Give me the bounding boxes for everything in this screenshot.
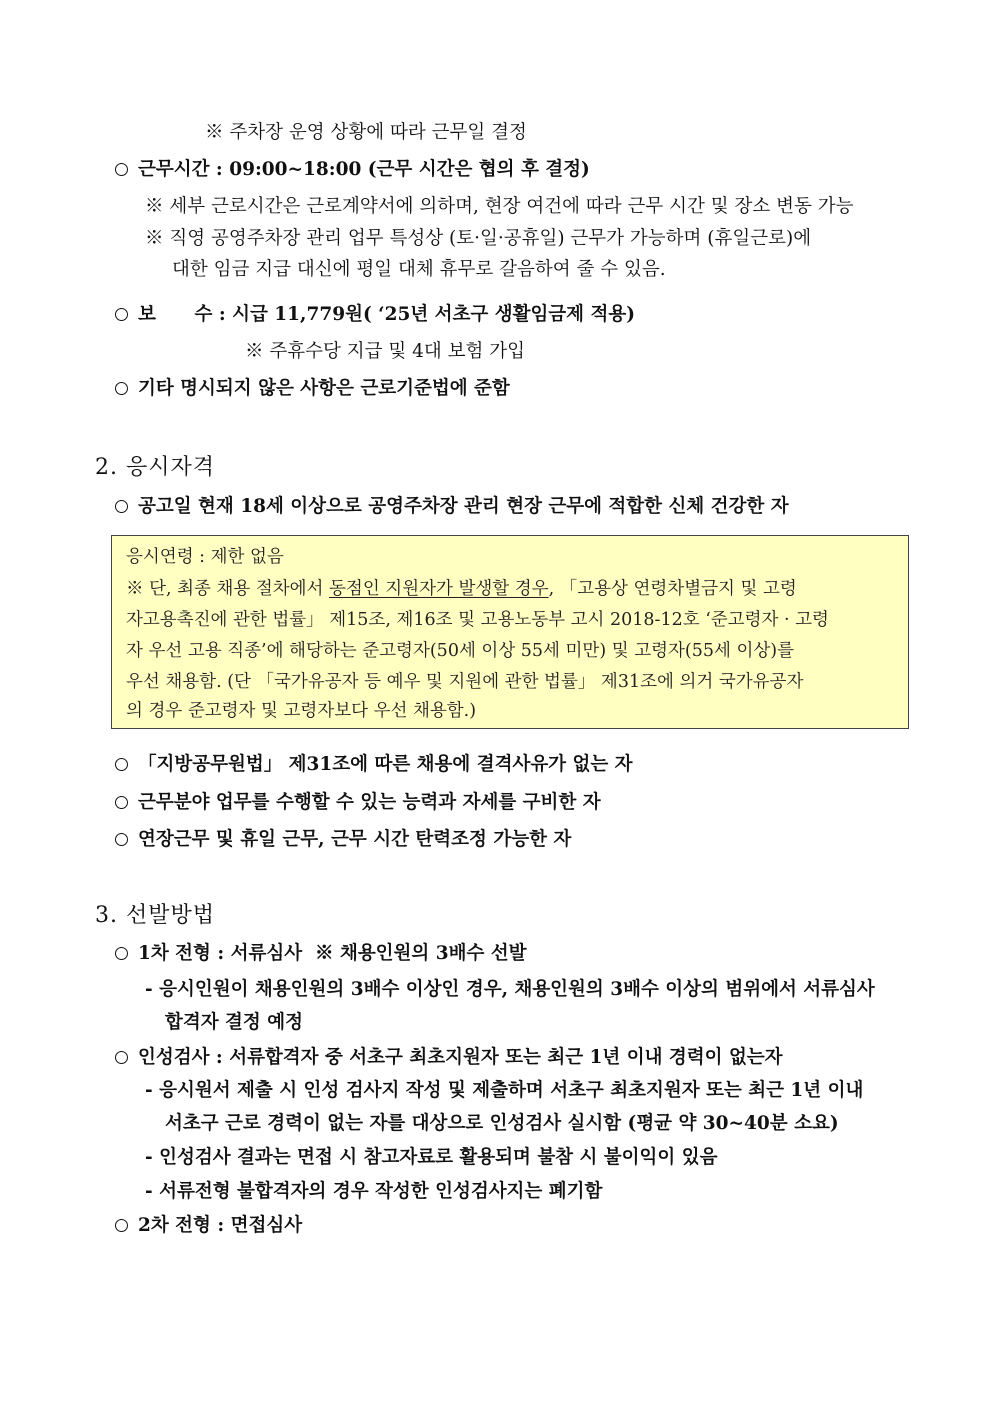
work-hours-note-1: ※ 세부 근로시간은 근로계약서에 의하며, 현장 여건에 따라 근무 시간 및 장소 변동 가능 — [145, 196, 854, 217]
qualification-item-1-text: 공고일 현재 18세 이상으로 공영주차장 관리 현장 근무에 적합한 신체 건강한 자 — [138, 496, 789, 517]
work-other-item — [115, 376, 510, 402]
qualification-item-2-text: 「지방공무원법」 제31조에 따른 채용에 결격사유가 없는 자 — [138, 754, 633, 775]
selection-stage-1-detail: - 응시인원이 채용인원의 3배수 이상인 경우, 채용인원의 3배수 이상의 범위에서 서류심사 — [145, 979, 875, 1000]
bullet-circle-icon — [115, 947, 128, 960]
personality-test-detail-1: - 응시원서 제출 시 인성 검사지 작성 및 제출하며 서초구 최초지원자 또는 최근 1년 이내 — [145, 1080, 864, 1101]
selection-stage-1-detail-b: 합격자 결정 예정 — [165, 1012, 303, 1033]
age-notice-line-1: 응시연령 : 제한 없음 — [126, 547, 284, 567]
personality-test-detail-1b: 서초구 근로 경력이 없는 자를 대상으로 인성검사 실시함 (평균 약 30~40분 소요) — [165, 1113, 839, 1134]
bullet-circle-icon — [115, 833, 128, 846]
qualification-item-4-text: 연장근무 및 휴일 근무, 근무 시간 탄력조정 가능한 자 — [138, 829, 572, 850]
work-hours-item — [115, 157, 590, 183]
work-hours-note-2b: 대한 임금 지급 대신에 평일 대체 휴무로 갈음하여 줄 수 있음. — [172, 259, 666, 280]
personality-test-text: 인성검사 : 서류합격자 중 서초구 최초지원자 또는 최근 1년 이내 경력이 없는자 — [138, 1047, 783, 1068]
qualification-item-4 — [115, 827, 571, 853]
work-day-note: ※ 주차장 운영 상황에 따라 근무일 결정 — [205, 122, 527, 143]
selection-stage-2 — [115, 1213, 302, 1239]
qualification-item-2 — [115, 752, 633, 778]
bullet-circle-icon — [115, 500, 128, 513]
personality-test-item — [115, 1045, 783, 1071]
work-pay-note: ※ 주휴수당 지급 및 4대 보험 가입 — [245, 341, 526, 362]
selection-stage-2-text: 2차 전형 : 면접심사 — [138, 1215, 303, 1236]
bullet-circle-icon — [115, 308, 128, 321]
qualification-item-3 — [115, 790, 601, 816]
bullet-circle-icon — [115, 382, 128, 395]
selection-stage-1 — [115, 941, 527, 967]
age-notice-underlined: 동점인 지원자가 발생할 경우 — [329, 579, 549, 599]
bullet-circle-icon — [115, 163, 128, 176]
work-hours-text: 근무시간 : 09:00~18:00 (근무 시간은 협의 후 결정) — [138, 159, 590, 180]
bullet-circle-icon — [115, 1219, 128, 1232]
age-notice-line-2 — [126, 574, 797, 604]
section-3-title: 3. 선발방법 — [95, 903, 215, 928]
age-notice-line-3: 자고용촉진에 관한 법률」 제15조, 제16조 및 고용노동부 고시 2018-12호 ‘준고령자 · 고령 — [126, 610, 829, 630]
bullet-circle-icon — [115, 758, 128, 771]
work-pay-text: 보 수 : 시급 11,779원( ‘25년 서초구 생활임금제 적용) — [138, 304, 635, 325]
personality-test-detail-2: - 인성검사 결과는 면접 시 참고자료로 활용되며 불참 시 불이익이 있음 — [145, 1147, 718, 1168]
work-other-text: 기타 명시되지 않은 사항은 근로기준법에 준함 — [138, 378, 510, 399]
age-notice-line-6: 의 경우 준고령자 및 고령자보다 우선 채용함.) — [126, 701, 477, 721]
work-hours-note-2: ※ 직영 공영주차장 관리 업무 특성상 (토·일·공휴일) 근무가 가능하며 (휴일근로)에 — [145, 228, 812, 249]
work-pay-item — [115, 302, 635, 328]
bullet-circle-icon — [115, 796, 128, 809]
section-2-title: 2. 응시자격 — [95, 455, 215, 480]
age-notice-line-5: 우선 채용함. (단 「국가유공자 등 예우 및 지원에 관한 법률」 제31조에 의거 국가유공자 — [126, 672, 804, 692]
age-notice-line-2-a: ※ 단, 최종 채용 절차에서 — [126, 579, 330, 599]
qualification-item-3-text: 근무분야 업무를 수행할 수 있는 능력과 자세를 구비한 자 — [138, 792, 601, 813]
qualification-item-1 — [115, 494, 789, 520]
age-notice-line-4: 자 우선 고용 직종’에 해당하는 준고령자(50세 이상 55세 미만) 및 고령자(55세 이상)를 — [126, 641, 795, 661]
personality-test-detail-3: - 서류전형 불합격자의 경우 작성한 인성검사지는 폐기함 — [145, 1181, 603, 1202]
age-notice-box — [111, 535, 909, 729]
age-notice-line-2-b: , 「고용상 연령차별금지 및 고령 — [548, 579, 797, 599]
selection-stage-1-text: 1차 전형 : 서류심사 ※ 채용인원의 3배수 선발 — [138, 943, 527, 964]
bullet-circle-icon — [115, 1051, 128, 1064]
